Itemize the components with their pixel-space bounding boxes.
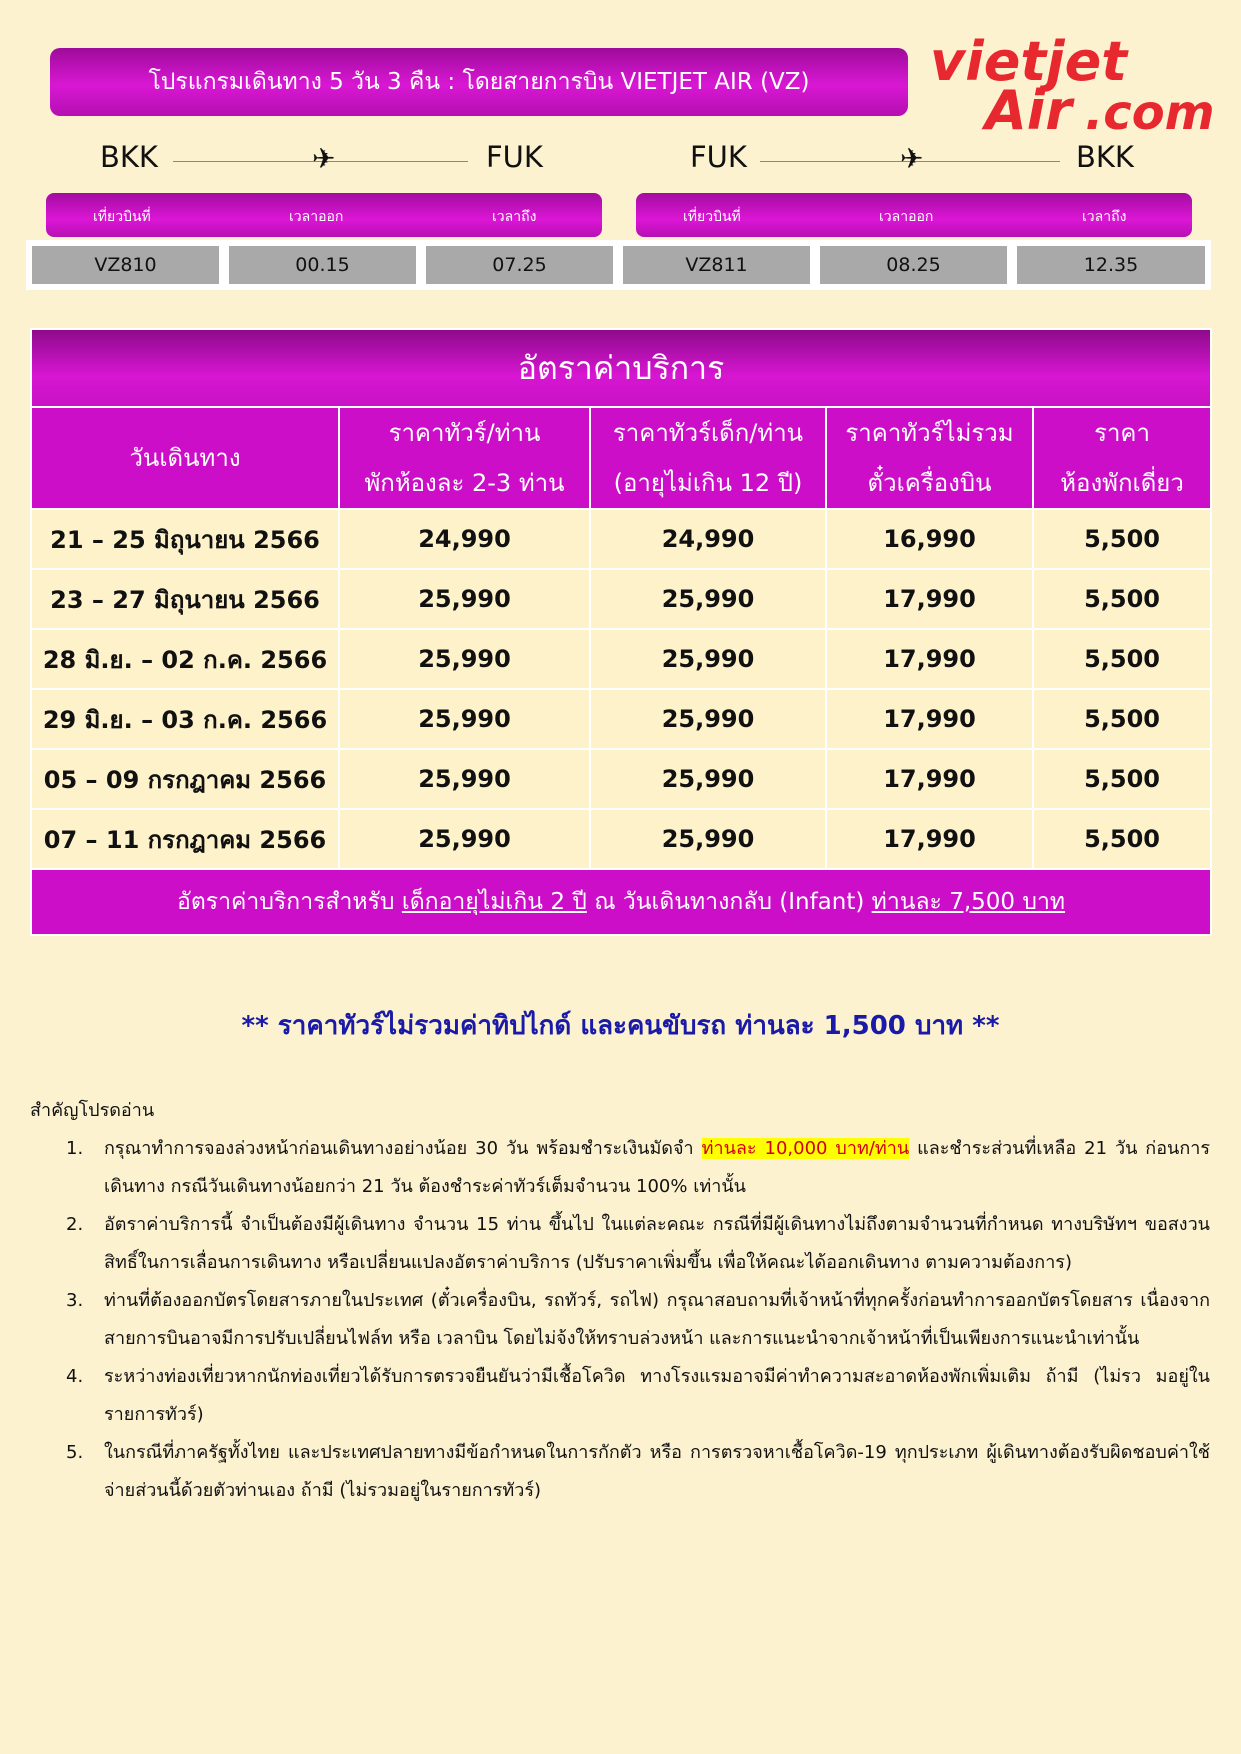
table-row — [31, 569, 1211, 629]
table-row — [31, 629, 1211, 689]
infant-age-label: เด็กอายุไม่เกิน 2 ปี — [401, 889, 587, 915]
table-row — [31, 749, 1211, 809]
travel-date: 28 มิ.ย. – 02 ก.ค. 2566 — [31, 629, 339, 689]
inbound-flight-no: VZ811 — [623, 246, 810, 284]
no-ticket-price: 17,990 — [826, 629, 1033, 689]
col-depart: เวลาออก — [879, 209, 934, 225]
flight-details-row — [26, 240, 1211, 290]
list-item: 2. อัตราค่าบริการนี้ จำเป็นต้องมีผู้เดินทาง จำนวน 15 ท่าน ขึ้นไป ในแต่ละคณะ กรณีที่มีผู้เดินทางไม่ถึงตามจำนวนที่กำหนด ทางบริษัทฯ ขอสงวนสิทธิ์ในการเลื่อนการเดินทาง หรือเปลี่ยนแปลงอัตราค่าบริการ (ปรับราคาเพิ่มขึ้น เพื่อให้คณะได้ออกเดินทาง ตามความต้องการ) — [66, 1214, 1210, 1273]
child-price: 24,990 — [590, 509, 826, 569]
travel-date: 21 – 25 มิถุนายน 2566 — [31, 509, 339, 569]
travel-date: 07 – 11 กรกฎาคม 2566 — [31, 809, 339, 869]
table-row — [31, 809, 1211, 869]
logo-text-com: .com — [1085, 85, 1215, 136]
logo-text-vietjet: vietjet — [930, 30, 1128, 93]
outbound-arrive-time: 07.25 — [426, 246, 613, 284]
child-price: 25,990 — [590, 749, 826, 809]
inbound-flight-header — [636, 193, 1192, 237]
col-flight-no: เที่ยวบินที่ — [683, 209, 741, 225]
header-travel-date: วันเดินทาง — [31, 407, 339, 509]
infant-price-label: ท่านละ 7,500 บาท — [871, 889, 1066, 915]
col-depart: เวลาออก — [289, 209, 344, 225]
inbound-arrive-time: 12.35 — [1017, 246, 1205, 284]
header-adult-price: ราคาทัวร์/ท่าน พักห้องละ 2-3 ท่าน — [339, 407, 590, 509]
airplane-icon: ✈ — [900, 142, 924, 175]
vietjet-air-logo — [925, 26, 1225, 136]
inbound-depart-time: 08.25 — [820, 246, 1007, 284]
adult-price: 24,990 — [339, 509, 590, 569]
outbound-destination: FUK — [486, 140, 543, 174]
list-item: 1. กรุณาทำการจองล่วงหน้าก่อนเดินทางอย่างน้อย 30 วัน พร้อมชำระเงินมัดจำ ท่านละ 10,000 บาท/ท่าน และชำระส่วนที่เหลือ 21 วัน ก่อนการเดินทาง กรณีวันเดินทางน้อยกว่า 21 วัน ต้องชำระค่าทัวร์เต็มจำนวน 100% เท่านั้น — [66, 1138, 1210, 1197]
outbound-flight-header — [46, 193, 602, 237]
important-heading: สำคัญโปรดอ่าน — [30, 1100, 155, 1121]
col-flight-no: เที่ยวบินที่ — [93, 209, 151, 225]
deposit-highlight: ท่านละ 10,000 บาท/ท่าน — [701, 1138, 910, 1159]
outbound-route — [100, 140, 560, 180]
program-title-banner — [50, 48, 908, 116]
tip-note: ** ราคาทัวร์ไม่รวมค่าทิปไกด์ และคนขับรถ ท่านละ 1,500 บาท ** — [241, 1011, 1000, 1041]
airplane-icon: ✈ — [312, 142, 336, 175]
outbound-flight-no: VZ810 — [32, 246, 219, 284]
child-price: 25,990 — [590, 809, 826, 869]
adult-price: 25,990 — [339, 809, 590, 869]
travel-date: 05 – 09 กรกฎาคม 2566 — [31, 749, 339, 809]
header-no-ticket-price: ราคาทัวร์ไม่รวม ตั๋วเครื่องบิน — [826, 407, 1033, 509]
single-room-price: 5,500 — [1033, 749, 1211, 809]
infant-rate-note: อัตราค่าบริการสำหรับ เด็กอายุไม่เกิน 2 ปี ณ วันเดินทางกลับ (Infant) ท่านละ 7,500 บาท — [31, 869, 1211, 935]
adult-price: 25,990 — [339, 629, 590, 689]
inbound-origin: FUK — [690, 140, 747, 174]
no-ticket-price: 17,990 — [826, 689, 1033, 749]
program-title: โปรแกรมเดินทาง 5 วัน 3 คืน : โดยสายการบิน VIETJET AIR (VZ) — [148, 69, 810, 95]
child-price: 25,990 — [590, 569, 826, 629]
header-single-room: ราคา ห้องพักเดี่ยว — [1033, 407, 1211, 509]
header-child-price: ราคาทัวร์เด็ก/ท่าน (อายุไม่เกิน 12 ปี) — [590, 407, 826, 509]
no-ticket-price: 17,990 — [826, 749, 1033, 809]
travel-date: 23 – 27 มิถุนายน 2566 — [31, 569, 339, 629]
no-ticket-price: 16,990 — [826, 509, 1033, 569]
rates-title: อัตราค่าบริการ — [31, 329, 1211, 407]
no-ticket-price: 17,990 — [826, 569, 1033, 629]
single-room-price: 5,500 — [1033, 509, 1211, 569]
no-ticket-price: 17,990 — [826, 809, 1033, 869]
inbound-route — [690, 140, 1150, 180]
outbound-depart-time: 00.15 — [229, 246, 416, 284]
single-room-price: 5,500 — [1033, 809, 1211, 869]
adult-price: 25,990 — [339, 569, 590, 629]
adult-price: 25,990 — [339, 689, 590, 749]
travel-date: 29 มิ.ย. – 03 ก.ค. 2566 — [31, 689, 339, 749]
single-room-price: 5,500 — [1033, 629, 1211, 689]
rates-header-row — [31, 407, 1211, 509]
single-room-price: 5,500 — [1033, 569, 1211, 629]
child-price: 25,990 — [590, 689, 826, 749]
inbound-destination: BKK — [1076, 140, 1134, 174]
col-arrive: เวลาถึง — [492, 209, 537, 225]
list-item: 3. ท่านที่ต้องออกบัตรโดยสารภายในประเทศ (ตั๋วเครื่องบิน, รถทัวร์, รถไฟ) กรุณาสอบถามที่เจ้าหน้าที่ทุกครั้งก่อนทำการออกบัตรโดยสาร เนื่องจากสายการบินอาจมีการปรับเปลี่ยนไฟล์ท หรือ เวลาบิน โดยไม่จ้งให้ทราบล่วงหน้า และการแนะนำจากเจ้าหน้าที่เป็นเพียงการแนะนำเท่านั้น — [66, 1290, 1210, 1349]
list-item: 5. ในกรณีที่ภาครัฐทั้งไทย และประเทศปลายทางมีข้อกำหนดในการกักตัว หรือ การตรวจหาเชื้อโควิด-19 ทุกประเภท ผู้เดินทางต้องรับผิดชอบค่าใช้จ่ายส่วนนี้ด้วยตัวท่านเอง ถ้ามี (ไม่รวมอยู่ในรายการทัวร์) — [66, 1442, 1210, 1501]
table-row — [31, 689, 1211, 749]
list-item: 4. ระหว่างท่องเที่ยวหากนักท่องเที่ยวได้รับการตรวจยืนยันว่ามีเชื้อโควิด ทางโรงแรมอาจมีค่าทำความสะอาดห้องพักเพิ่มเติม ถ้ามี (ไม่รว มอยู่ในรายการทัวร์) — [66, 1366, 1210, 1425]
adult-price: 25,990 — [339, 749, 590, 809]
table-row — [31, 509, 1211, 569]
col-arrive: เวลาถึง — [1082, 209, 1127, 225]
child-price: 25,990 — [590, 629, 826, 689]
logo-text-air: Air — [985, 79, 1072, 136]
important-notes-list — [62, 1130, 1210, 1510]
rates-table — [30, 328, 1212, 936]
single-room-price: 5,500 — [1033, 689, 1211, 749]
outbound-origin: BKK — [100, 140, 158, 174]
